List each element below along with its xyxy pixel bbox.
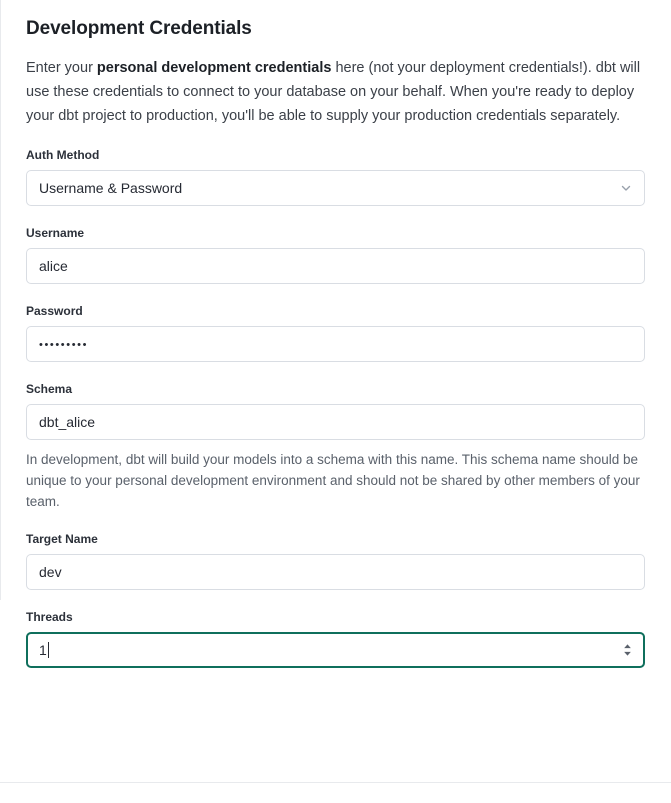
field-password: [26, 303, 645, 362]
auth-method-label: Auth Method: [26, 148, 100, 162]
chevron-down-icon: [620, 182, 632, 194]
target-name-value: dev: [39, 564, 62, 580]
left-divider: [0, 0, 1, 600]
page-title: Development Credentials: [26, 18, 252, 39]
field-auth-method: [26, 147, 645, 206]
field-threads: [26, 609, 645, 668]
auth-method-select[interactable]: [26, 170, 645, 206]
username-label: Username: [26, 226, 85, 240]
schema-value: dbt_alice: [39, 414, 96, 430]
intro-text-after: here (not your deployment credentials!). dbt will use these credentials to connect to your database on your behalf. When you're ready to deploy your dbt project to production, you'll be able to supply your production credentials separately.: [26, 60, 641, 124]
text-caret: [48, 642, 49, 658]
schema-label: Schema: [26, 382, 73, 396]
intro-text-bold: personal development credentials: [96, 60, 332, 76]
threads-input[interactable]: [26, 632, 645, 668]
field-username: [26, 225, 645, 284]
target-name-input[interactable]: [26, 554, 645, 590]
intro-paragraph: [26, 56, 645, 128]
schema-input[interactable]: [26, 404, 645, 440]
auth-method-value: Username & Password: [39, 180, 183, 196]
threads-value: 1: [39, 642, 47, 658]
username-input[interactable]: [26, 248, 645, 284]
intro-text-before: Enter your: [26, 60, 97, 76]
password-input[interactable]: [26, 326, 645, 362]
threads-label: Threads: [26, 610, 73, 624]
password-value: •••••••••: [39, 338, 89, 351]
password-label: Password: [26, 304, 83, 318]
username-value: alice: [39, 258, 68, 274]
field-target-name: [26, 531, 645, 590]
target-name-label: Target Name: [26, 532, 98, 546]
spinner-stepper-icon[interactable]: [623, 644, 632, 656]
schema-help-text: In development, dbt will build your models into a schema with this name. This schema name should be unique to your personal development environment and should not be shared by other members of your team.: [26, 452, 640, 509]
field-schema: [26, 381, 645, 512]
bottom-divider: [0, 782, 671, 783]
